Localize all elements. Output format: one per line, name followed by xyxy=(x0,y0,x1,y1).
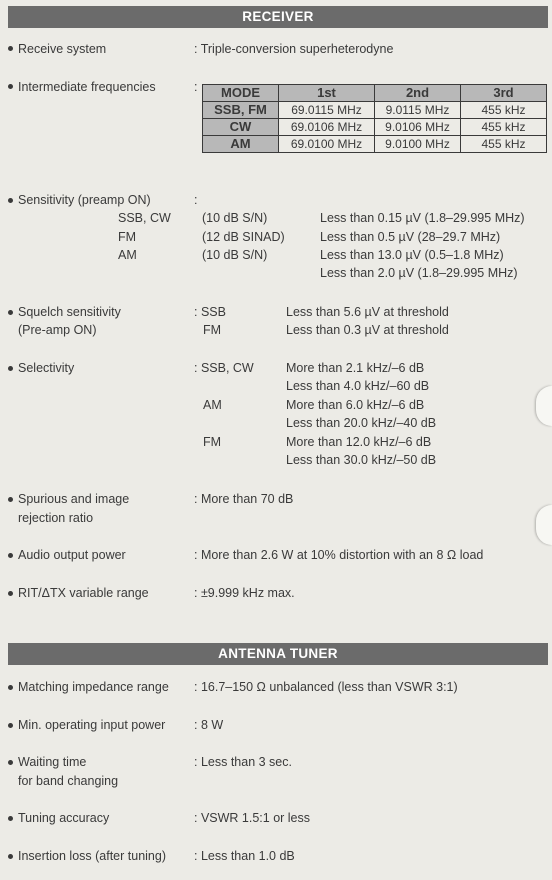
bullet-icon xyxy=(8,854,13,859)
mode-cell: SSB, FM xyxy=(203,102,279,119)
col-header: MODE xyxy=(203,85,279,102)
mode-cell: CW xyxy=(203,119,279,136)
squelch-value: Less than 0.3 µV at threshold xyxy=(286,323,449,337)
rit-value: : ±9.999 kHz max. xyxy=(194,586,295,600)
sensitivity-label: Sensitivity (preamp ON) xyxy=(18,193,151,207)
table-cell: 69.0106 MHz xyxy=(279,119,375,136)
waiting-label: Waiting time xyxy=(18,755,87,769)
table-row xyxy=(203,119,547,136)
squelch-label-2: (Pre-amp ON) xyxy=(18,323,97,337)
sensitivity-condition: (10 dB S/N) xyxy=(202,211,268,225)
sensitivity-condition: (10 dB S/N) xyxy=(202,248,268,262)
rit-label: RIT/ΔTX variable range xyxy=(18,586,149,600)
sensitivity-condition: (12 dB SINAD) xyxy=(202,230,285,244)
selectivity-value: More than 6.0 kHz/–6 dB xyxy=(286,398,425,412)
bullet-icon xyxy=(8,760,13,765)
table-cell: 69.0100 MHz xyxy=(279,136,375,153)
table-cell: 9.0115 MHz xyxy=(375,102,461,119)
sensitivity-mode: SSB, CW xyxy=(118,211,171,225)
table-cell: 455 kHz xyxy=(461,102,547,119)
selectivity-mode: FM xyxy=(203,435,222,449)
selectivity-value: Less than 4.0 kHz/–60 dB xyxy=(286,379,430,393)
table-cell: 455 kHz xyxy=(461,119,547,136)
page-tab xyxy=(536,505,552,545)
matching-value: : 16.7–150 Ω unbalanced (less than VSWR 3:1) xyxy=(194,680,458,694)
squelch-label: Squelch sensitivity xyxy=(18,305,121,319)
min-power-value: : 8 W xyxy=(194,718,224,732)
table-cell: 455 kHz xyxy=(461,136,547,153)
table-cell: 69.0115 MHz xyxy=(279,102,375,119)
table-cell: 9.0100 MHz xyxy=(375,136,461,153)
selectivity-value: More than 12.0 kHz/–6 dB xyxy=(286,435,432,449)
bullet-icon xyxy=(8,198,13,203)
bullet-icon xyxy=(8,553,13,558)
sensitivity-value: Less than 0.5 µV (28–29.7 MHz) xyxy=(320,230,501,244)
bullet-icon xyxy=(8,816,13,821)
selectivity-mode: AM xyxy=(203,398,222,412)
squelch-value: Less than 5.6 µV at threshold xyxy=(286,305,449,319)
selectivity-value: More than 2.1 kHz/–6 dB xyxy=(286,361,425,375)
insertion-value: : Less than 1.0 dB xyxy=(194,849,295,863)
col-header: 2nd xyxy=(375,85,461,102)
waiting-label-2: for band changing xyxy=(18,774,119,788)
table-header-row xyxy=(203,85,547,102)
col-header: 3rd xyxy=(461,85,547,102)
if-table xyxy=(202,84,547,153)
mode-cell: AM xyxy=(203,136,279,153)
table-row xyxy=(203,102,547,119)
sensitivity-mode: FM xyxy=(118,230,137,244)
waiting-value: : Less than 3 sec. xyxy=(194,755,292,769)
table-row xyxy=(203,136,547,153)
bullet-icon xyxy=(8,310,13,315)
bullet-icon xyxy=(8,46,13,51)
audio-value: : More than 2.6 W at 10% distortion with an 8 Ω load xyxy=(194,548,484,562)
receive-system-label: Receive system xyxy=(18,42,107,56)
if-colon: : xyxy=(194,80,198,94)
accuracy-value: : VSWR 1.5:1 or less xyxy=(194,811,311,825)
selectivity-value: Less than 30.0 kHz/–50 dB xyxy=(286,453,437,467)
sensitivity-value: Less than 13.0 µV (0.5–1.8 MHz) xyxy=(320,248,504,262)
sensitivity-mode: AM xyxy=(118,248,137,262)
squelch-mode: : SSB xyxy=(194,305,226,319)
squelch-mode: FM xyxy=(203,323,222,337)
antenna-tuner-heading: ANTENNA TUNER xyxy=(8,643,548,665)
selectivity-label: Selectivity xyxy=(18,361,75,375)
selectivity-mode: : SSB, CW xyxy=(194,361,254,375)
min-power-label: Min. operating input power xyxy=(18,718,166,732)
bullet-icon xyxy=(8,723,13,728)
accuracy-label: Tuning accuracy xyxy=(18,811,110,825)
insertion-label: Insertion loss (after tuning) xyxy=(18,849,166,863)
audio-label: Audio output power xyxy=(18,548,126,562)
col-header: 1st xyxy=(279,85,375,102)
if-label: Intermediate frequencies xyxy=(18,80,156,94)
matching-label: Matching impedance range xyxy=(18,680,169,694)
spurious-label: Spurious and image xyxy=(18,492,130,506)
bullet-icon xyxy=(8,591,13,596)
bullet-icon xyxy=(8,685,13,690)
receiver-heading: RECEIVER xyxy=(8,6,548,28)
receive-system-value: : Triple-conversion superheterodyne xyxy=(194,42,394,56)
sensitivity-value: Less than 2.0 µV (1.8–29.995 MHz) xyxy=(320,266,518,280)
bullet-icon xyxy=(8,497,13,502)
selectivity-value: Less than 20.0 kHz/–40 dB xyxy=(286,416,437,430)
bullet-icon xyxy=(8,84,13,89)
spurious-label-2: rejection ratio xyxy=(18,511,94,525)
sensitivity-colon: : xyxy=(194,193,198,207)
spurious-value: : More than 70 dB xyxy=(194,492,294,506)
bullet-icon xyxy=(8,366,13,371)
table-cell: 9.0106 MHz xyxy=(375,119,461,136)
sensitivity-value: Less than 0.15 µV (1.8–29.995 MHz) xyxy=(320,211,525,225)
page-tab xyxy=(536,386,552,426)
